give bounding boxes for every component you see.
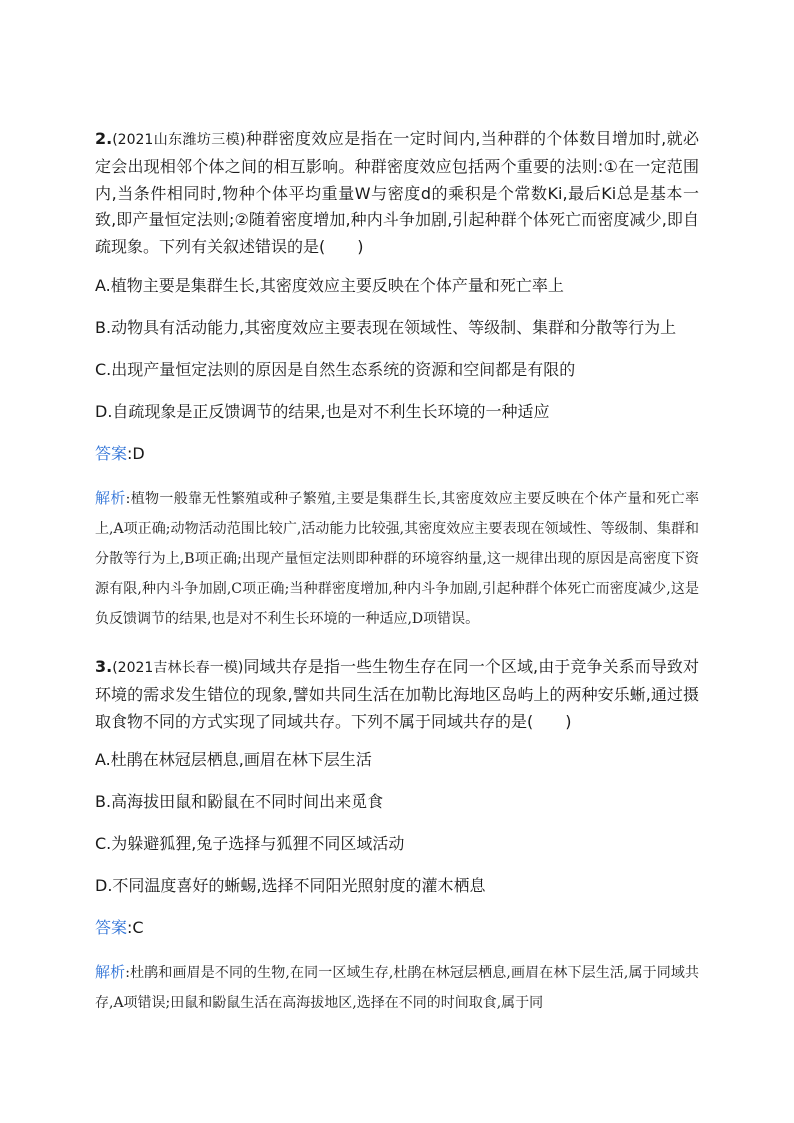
question-number: 2. (95, 129, 113, 148)
answer-label: 答案 (95, 443, 128, 463)
option-c: C.为躲避狐狸,兔子选择与狐狸不同区域活动 (95, 834, 405, 854)
option-a: A.植物主要是集群生长,其密度效应主要反映在个体产量和死亡率上 (95, 275, 564, 295)
answer-label: 答案 (95, 918, 128, 938)
explanation-text: :植物一般靠无性繁殖或种子繁殖,主要是集群生长,其密度效应主要反映在个体产量和死亡率上,A项正确;动物活动范围比较广,活动能力比较强,其密度效应主要表现在领域性、等级制、集群和分散等行为上,B项正确;出现产量恒定法则即种群的环境容纳量,这一规律出现的原因是高密度下资源有限,种内斗争加剧,C项正确;当种群密度增加,种内斗争加剧,引起种群个体死亡而密度减少,这是负反馈调节的结果,也是对不利生长环境的一种适应,D项错误。 (95, 490, 699, 627)
question-stem (95, 654, 699, 735)
option-a: A.杜鹃在林冠层栖息,画眉在林下层生活 (95, 750, 372, 770)
option-d: D.自疏现象是正反馈调节的结果,也是对不利生长环境的一种适应 (95, 401, 550, 421)
explanation (95, 483, 699, 634)
option-b: B.高海拔田鼠和鼢鼠在不同时间出来觅食 (95, 792, 384, 812)
option-b: B.动物具有活动能力,其密度效应主要表现在领域性、等级制、集群和分散等行为上 (95, 317, 677, 337)
question-text: 同域共存是指一些生物生存在同一个区域,由于竞争关系而导致对环境的需求发生错位的现象,譬如共同生活在加勒比海地区岛屿上的两种安乐蜥,通过摄取食物不同的方式实现了同域共存。下列不属于同域共存的是( ) (95, 656, 699, 731)
explanation-label: 解析 (95, 488, 126, 507)
answer-line (95, 915, 699, 941)
question-stem (95, 126, 699, 261)
answer-value: :D (127, 443, 145, 463)
question-source: (2021山东潍坊三模) (112, 132, 246, 148)
answer-line (95, 441, 699, 467)
question-number: 3. (95, 656, 113, 676)
question-2 (95, 126, 699, 634)
option-d: D.不同温度喜好的蜥蜴,选择不同阳光照射度的灌木栖息 (95, 876, 486, 896)
document-page (95, 126, 699, 1032)
question-source: (2021吉林长春一模) (112, 659, 244, 676)
explanation-text: :杜鹃和画眉是不同的生物,在同一区域生存,杜鹃在林冠层栖息,画眉在林下层生活,属于同域共存,A项错误;田鼠和鼢鼠生活在高海拔地区,选择在不同的时间取食,属于同 (95, 965, 699, 1012)
explanation-label: 解析 (95, 963, 126, 982)
question-3 (95, 654, 699, 1018)
explanation (95, 957, 699, 1018)
answer-value: :C (127, 918, 144, 938)
question-text: 种群密度效应是指在一定时间内,当种群的个体数目增加时,就必定会出现相邻个体之间的相互影响。种群密度效应包括两个重要的法则:①在一定范围内,当条件相同时,物种个体平均重量W与密度d的乘积是个常数Ki,最后Ki总是基本一致,即产量恒定法则;②随着密度增加,种内斗争加剧,引起种群个体死亡而密度减少,即自疏现象。下列有关叙述错误的是( ) (95, 129, 699, 257)
option-c: C.出现产量恒定法则的原因是自然生态系统的资源和空间都是有限的 (95, 359, 576, 379)
